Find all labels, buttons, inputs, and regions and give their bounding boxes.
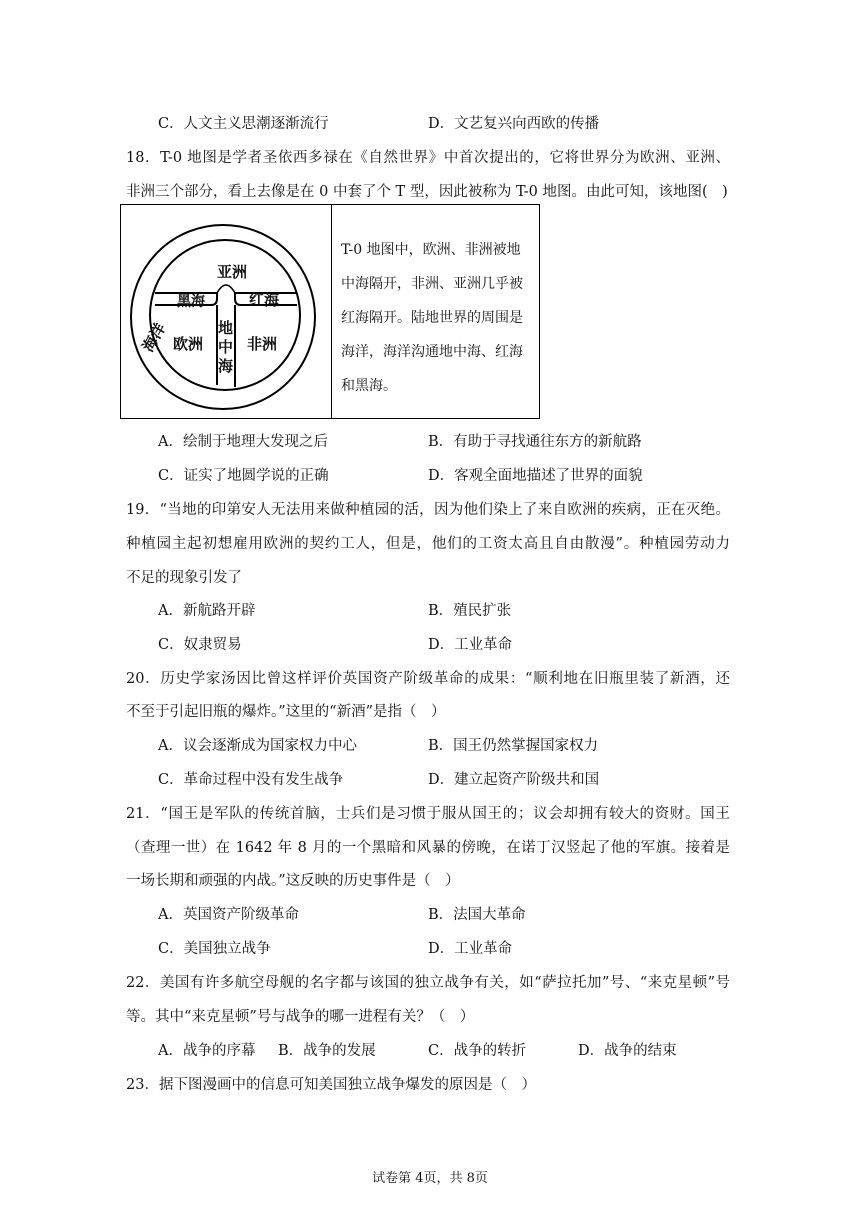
q19-option-b: B．殖民扩张 bbox=[428, 603, 512, 619]
q18-stem-line2: 非洲三个部分，看上去像是在 0 中套了个 T 型，因此被称为 T-0 地图。由此可知，该地图( ) bbox=[126, 184, 728, 200]
map-label-red-sea: 红海 bbox=[249, 291, 280, 309]
map-label-asia: 亚洲 bbox=[217, 263, 248, 281]
q19-stem-line2: 种植园主起初想雇用欧洲的契约工人，但是，他们的工资太高且自由散漫”。种植园劳动力 bbox=[126, 536, 730, 552]
q18-stem-line1: 18．T-0 地图是学者圣依西多禄在《自然世界》中首次提出的，它将世界分为欧洲、亚洲、 bbox=[126, 150, 730, 166]
q22-stem-line1: 22．美国有许多航空母舰的名字都与该国的独立战争有关，如“萨拉托加”号、“来克星顿”号 bbox=[126, 975, 730, 991]
figure-divider bbox=[331, 205, 332, 418]
q20-stem-line1: 20．历史学家汤因比曾这样评价英国资产阶级革命的成果：“顺利地在旧瓶里装了新酒，还 bbox=[126, 671, 730, 687]
q21-stem-line2: （查理一世）在 1642 年 8 月的一个黑暗和风暴的傍晚，在诺丁汉竖起了他的军旗。接着是 bbox=[126, 840, 730, 856]
q19-option-c: C．奴隶贸易 bbox=[158, 637, 242, 653]
map-label-europe: 欧洲 bbox=[173, 335, 204, 353]
q20-stem-line2: 不至于引起旧瓶的爆炸。”这里的“新酒”是指（ ） bbox=[126, 704, 446, 720]
q22-stem-line2: 等。其中“来克星顿”号与战争的哪一进程有关？（ ） bbox=[126, 1009, 475, 1025]
q18-option-d: D．客观全面地描述了世界的面貌 bbox=[428, 468, 643, 484]
caption-line: 和黑海。 bbox=[341, 378, 397, 394]
q17-option-d: D．文艺复兴向西欧的传播 bbox=[428, 116, 600, 132]
q19-option-a: A．新航路开辟 bbox=[158, 603, 256, 619]
q19-stem-line3: 不足的现象引发了 bbox=[126, 570, 242, 586]
map-label-mediterranean: 地中海 bbox=[218, 319, 234, 375]
caption-line: 红海隔开。陆地世界的周围是 bbox=[341, 310, 523, 326]
q20-option-d: D．建立起资产阶级共和国 bbox=[428, 772, 600, 788]
t0-map-figure bbox=[120, 204, 540, 419]
q21-option-c: C．美国独立战争 bbox=[158, 941, 271, 957]
q21-option-b: B．法国大革命 bbox=[428, 907, 526, 923]
q21-stem-line3: 一场长期和顽强的内战。”这反映的历史事件是（ ） bbox=[126, 873, 460, 889]
map-label-ocean: 海洋 bbox=[138, 320, 170, 355]
map-label-black-sea: 黑海 bbox=[177, 294, 205, 310]
q18-option-b: B．有助于寻找通往东方的新航路 bbox=[428, 434, 642, 450]
t0-map-illustration bbox=[121, 205, 331, 418]
q19-stem-line1: 19．“当地的印第安人无法用来做种植园的活，因为他们染上了来自欧洲的疾病，正在灭绝。 bbox=[126, 502, 730, 518]
q18-option-a: A．绘制于地理大发现之后 bbox=[158, 434, 328, 450]
map-label-africa: 非洲 bbox=[247, 335, 278, 353]
q20-option-c: C．革命过程中没有发生战争 bbox=[158, 772, 344, 788]
q20-option-a: A．议会逐渐成为国家权力中心 bbox=[158, 738, 357, 754]
q22-option-a: A．战争的序幕 bbox=[158, 1043, 256, 1059]
q19-option-d: D．工业革命 bbox=[428, 637, 513, 653]
page-footer: 试卷第 4页，共 8页 bbox=[372, 1171, 488, 1186]
q20-option-b: B．国王仍然掌握国家权力 bbox=[428, 738, 599, 754]
q21-stem-line1: 21．“国王是军队的传统首脑，士兵们是习惯于服从国王的；议会却拥有较大的资财。国王 bbox=[126, 806, 730, 822]
q21-option-a: A．英国资产阶级革命 bbox=[158, 907, 299, 923]
caption-line: 海洋，海洋沟通地中海、红海 bbox=[341, 344, 523, 360]
q21-option-d: D．工业革命 bbox=[428, 941, 513, 957]
caption-line: T-0 地图中，欧洲、非洲被地 bbox=[341, 242, 521, 258]
q18-option-c: C．证实了地圆学说的正确 bbox=[158, 468, 329, 484]
q22-option-b: B．战争的发展 bbox=[278, 1043, 376, 1059]
q22-option-d: D．战争的结束 bbox=[578, 1043, 677, 1059]
caption-line: 中海隔开，非洲、亚洲几乎被 bbox=[341, 276, 523, 292]
q22-option-c: C．战争的转折 bbox=[428, 1043, 527, 1059]
q17-option-c: C．人文主义思潮逐渐流行 bbox=[158, 116, 329, 132]
t0-map-caption bbox=[341, 233, 533, 403]
q23-stem-line1: 23．据下图漫画中的信息可知美国独立战争爆发的原因是（ ） bbox=[126, 1077, 536, 1093]
